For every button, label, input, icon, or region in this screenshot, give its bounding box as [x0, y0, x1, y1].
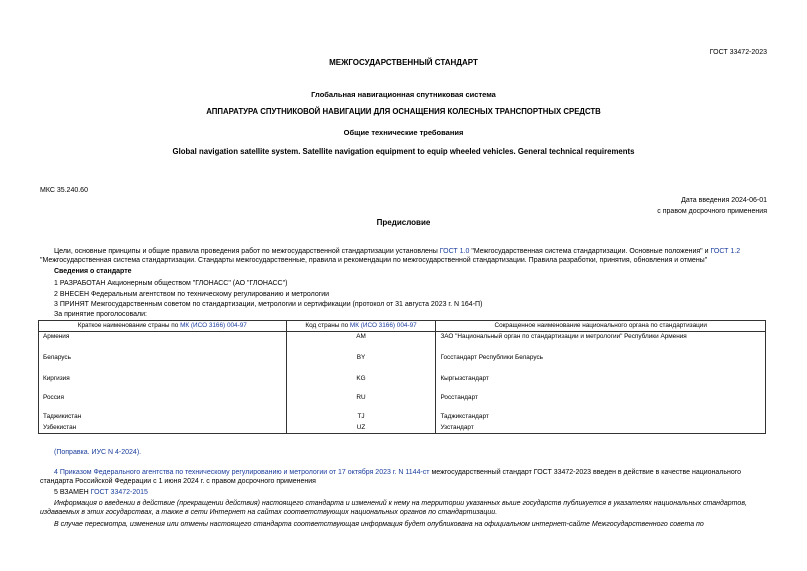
- series-title: Глобальная навигационная спутниковая система: [311, 90, 496, 99]
- main-title: АППАРАТУРА СПУТНИКОВОЙ НАВИГАЦИИ ДЛЯ ОСНАЩЕНИЯ КОЛЕСНЫХ ТРАНСПОРТНЫХ СРЕДСТВ: [206, 107, 601, 116]
- country-cell: Таджикистан: [39, 412, 287, 423]
- column-header-country-text: Краткое наименование страны по: [77, 322, 181, 329]
- item4-number: 4: [54, 469, 60, 476]
- code-cell: AM: [286, 332, 436, 353]
- table-row: [39, 412, 766, 423]
- column-header-code-text: Код страны по: [305, 322, 350, 329]
- amendment-link[interactable]: (Поправка. ИУС N 4-2024).: [54, 449, 142, 456]
- mk-iso-3166-link[interactable]: МК (ИСО 3166) 004-97: [180, 322, 247, 329]
- english-title: Global navigation satellite system. Satellite navigation equipment to equip wheeled vehicles. General technical requirements: [172, 147, 635, 156]
- column-header-body: Сокращенное наименование национального органа по стандартизации: [436, 321, 766, 332]
- body-cell: Таджикстандарт: [436, 412, 766, 423]
- code-cell: RU: [286, 393, 436, 412]
- item-enacted: [40, 469, 770, 487]
- item-submitted: 2 ВНЕСЕН Федеральным агентством по техническому регулированию и метрологии: [54, 291, 330, 298]
- table-row: [39, 353, 766, 374]
- table-row: [39, 374, 766, 393]
- item-replaces: [54, 489, 148, 498]
- gost-1-2-link[interactable]: ГОСТ 1.2: [710, 248, 741, 255]
- intro-text-a: Цели, основные принципы и общие правила проведения работ по межгосударственной стандартизации установлены: [54, 248, 440, 255]
- intro-date: Дата введения 2024-06-01: [681, 197, 767, 204]
- voted-label: За принятие проголосовали:: [54, 311, 147, 318]
- item-adopted: 3 ПРИНЯТ Межгосударственным советом по стандартизации, метрологии и сертификации (протокол от 31 августа 2023 г. N 164-П): [54, 301, 483, 308]
- document-id: ГОСТ 33472-2023: [709, 49, 767, 56]
- table-row: [39, 332, 766, 353]
- publication-info-paragraph: Информация о введении в действие (прекращении действия) настоящего стандарта и изменений к нему на территории указанных выше государств публикуется в указателях национальных стандартов, издаваемых в этих государствах, а также в сети Интернет на сайтах соответствующих национальных органов по стандартизации.: [40, 500, 747, 516]
- country-cell: Беларусь: [39, 353, 287, 374]
- code-cell: UZ: [286, 423, 436, 434]
- mk-iso-3166-link[interactable]: МК (ИСО 3166) 004-97: [349, 322, 417, 329]
- table-row: [39, 393, 766, 412]
- column-header-code: [286, 321, 436, 332]
- body-cell: Росстандарт: [436, 393, 766, 412]
- intro-text-c: "Межгосударственная система стандартизации. Стандарты межгосударственные, правила и рекомендации по межгосударственной стандартизации. Правила разработки, принятия, обновления и отмены": [40, 256, 708, 264]
- item5-text: 5 ВЗАМЕН: [54, 489, 91, 496]
- body-cell: Госстандарт Республики Беларусь: [436, 353, 766, 374]
- gost-33472-2015-link[interactable]: ГОСТ 33472-2015: [90, 489, 148, 496]
- preface-heading: Предисловие: [376, 218, 431, 227]
- code-cell: BY: [286, 353, 436, 374]
- column-header-country: [39, 321, 287, 332]
- mks-code: МКС 35.240.60: [40, 187, 88, 194]
- intro-text-b: "Межгосударственная система стандартизации. Основные положения" и: [469, 248, 711, 255]
- item-developed: 1 РАЗРАБОТАН Акционерным обществом "ГЛОНАСС" (АО "ГЛОНАСС"): [54, 280, 288, 287]
- subtitle: Общие технические требования: [343, 128, 464, 137]
- country-cell: Киргизия: [39, 374, 287, 393]
- body-cell: Кыргызстандарт: [436, 374, 766, 393]
- order-link[interactable]: Приказом Федерального агентства по техническому регулированию и метрологии от 17 октября 2023 г. N 1144-ст: [59, 469, 430, 476]
- voting-countries-table: [38, 320, 766, 434]
- country-cell: Россия: [39, 393, 287, 412]
- revision-info-paragraph: В случае пересмотра, изменения или отмены настоящего стандарта соответствующая информация будет опубликована на официальном интернет-сайте Межгосударственного совета по: [54, 521, 704, 528]
- table-row: [39, 423, 766, 434]
- gost-1-0-link[interactable]: ГОСТ 1.0: [439, 248, 470, 255]
- country-cell: Армения: [39, 332, 287, 353]
- country-cell: Узбекистан: [39, 423, 287, 434]
- amendment-note: [54, 449, 141, 458]
- preface-intro-paragraph: [40, 248, 770, 266]
- body-cell: Узстандарт: [436, 423, 766, 434]
- code-cell: KG: [286, 374, 436, 393]
- early-application-note: с правом досрочного применения: [657, 208, 767, 215]
- code-cell: TJ: [286, 412, 436, 423]
- standard-type: МЕЖГОСУДАРСТВЕННЫЙ СТАНДАРТ: [329, 58, 478, 67]
- standard-info-heading: Сведения о стандарте: [54, 268, 132, 275]
- body-cell: ЗАО "Национальный орган по стандартизации и метрологии" Республики Армения: [436, 332, 766, 353]
- table-header-row: [39, 321, 766, 332]
- item4-rest: межгосударственный стандарт ГОСТ 33472-2023 введен в действие в качестве национального стандарта Российской Федерации с 1 июня 2024 г. с правом досрочного применения: [40, 469, 742, 485]
